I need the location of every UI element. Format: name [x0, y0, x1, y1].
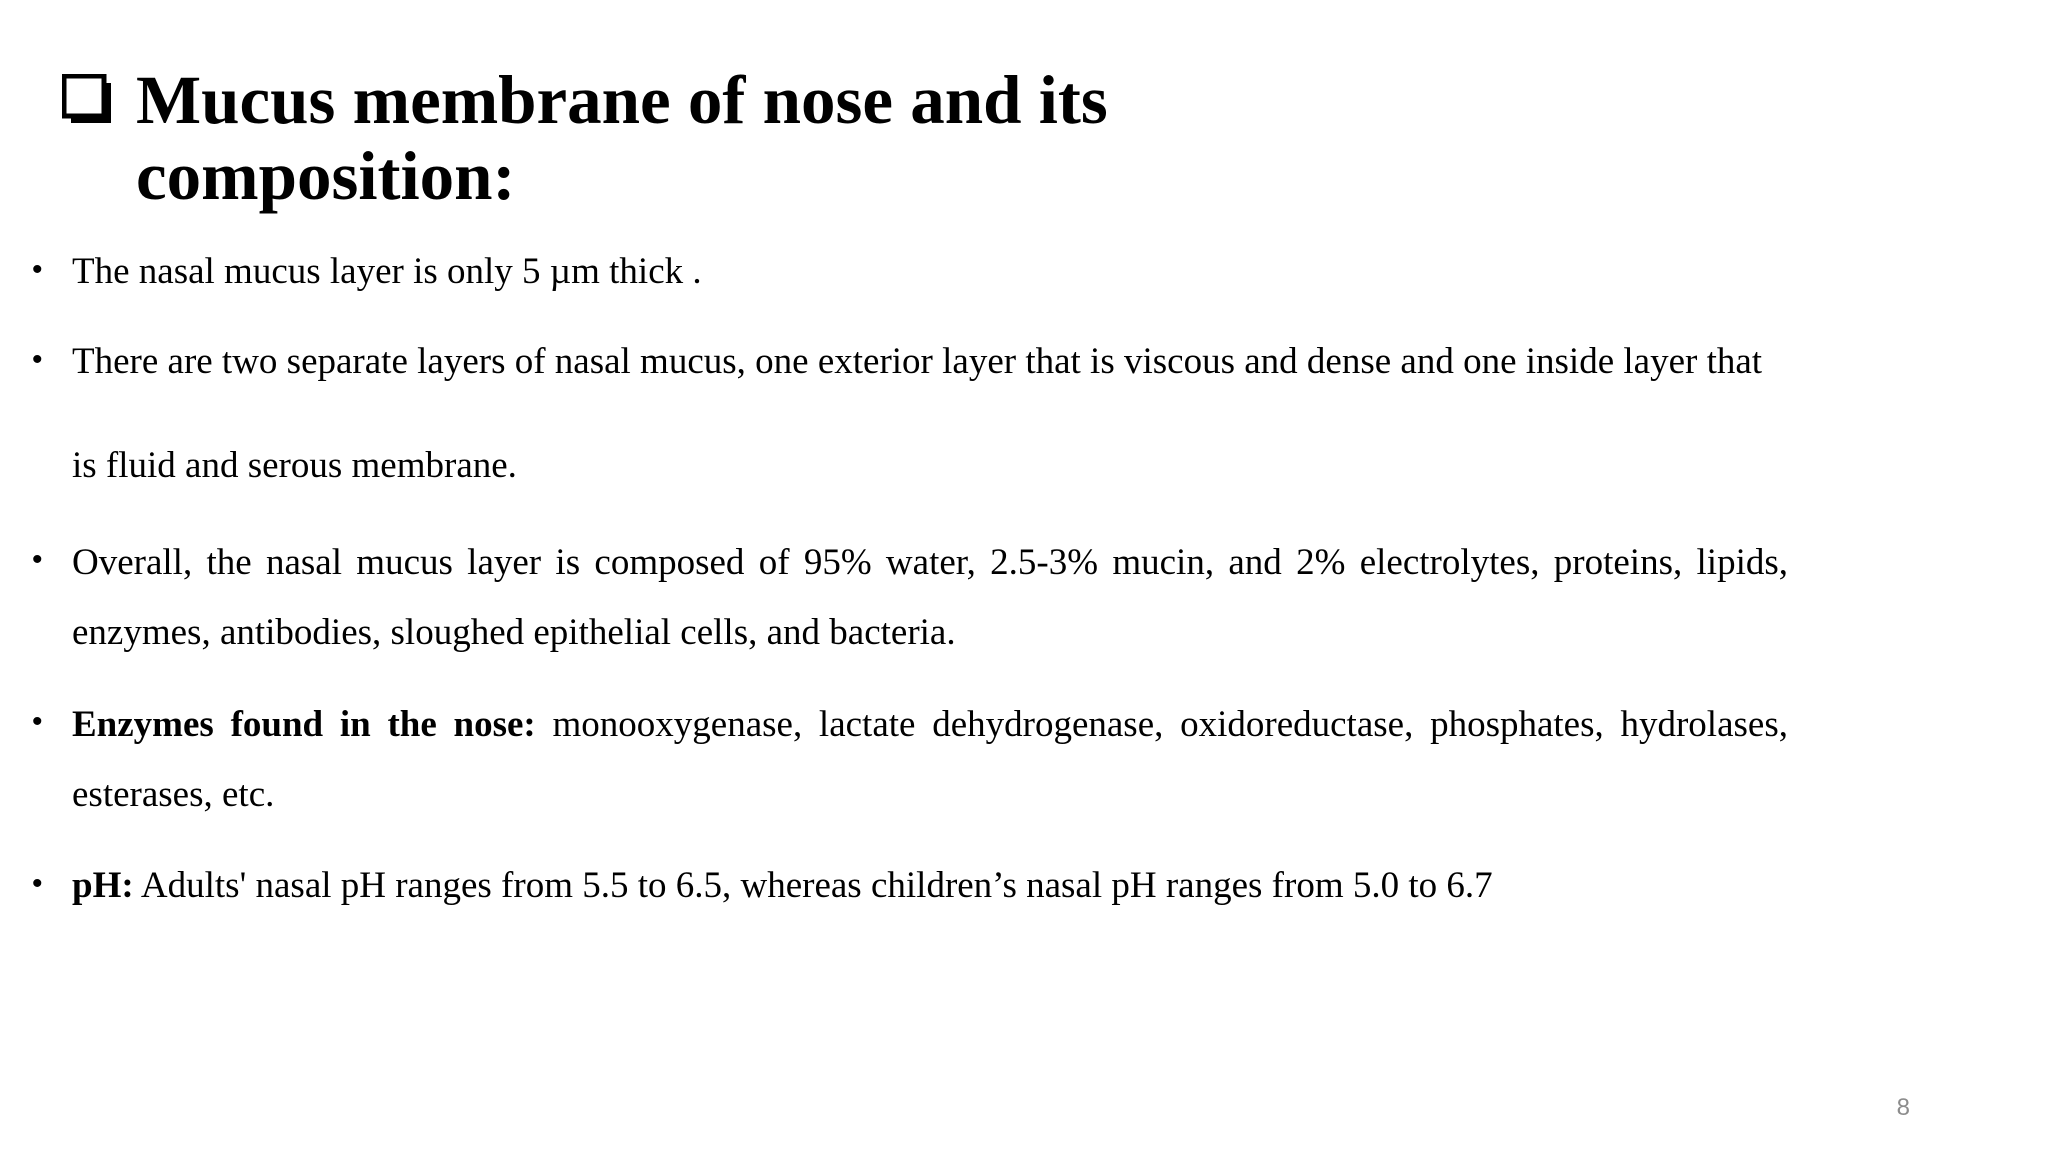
bullet-dot-icon: •: [32, 253, 43, 286]
bullet-bold-lead: Enzymes found in the nose:: [72, 704, 536, 745]
bullet-dot-icon: •: [32, 705, 43, 738]
page-number: 8: [1896, 1094, 1910, 1121]
bullet-text: There are two separate layers of nasal mucus, one exterior layer that is viscous and dense and one inside layer that is fluid and serous membrane.: [72, 341, 1763, 486]
bullet-dot-icon: •: [32, 867, 43, 900]
bullet-text: Overall, the nasal mucus layer is composed of 95% water, 2.5-3% mucin, and 2% electrolytes, proteins, lipids, enzymes, antibodies, sloughed epithelial cells, and bacteria.: [72, 542, 1788, 653]
bullet-bold-lead: pH:: [72, 865, 134, 906]
slide-title: Mucus membrane of nose and its composition:: [136, 62, 1108, 214]
bullet-text: [72, 864, 1788, 908]
square-bullet-icon: [62, 74, 114, 126]
bullet-text: [72, 690, 1788, 830]
bullet-dot-icon: •: [32, 343, 43, 376]
bullet-body: Adults' nasal pH ranges from 5.5 to 6.5, whereas children’s nasal pH ranges from 5.0 to 6.7: [133, 865, 1493, 906]
bullet-body: monooxygenase, lactate dehydrogenase, oxidoreductase, phosphates, hydrolases, esterases, etc.: [72, 704, 1788, 815]
bullet-dot-icon: •: [32, 543, 43, 576]
bullet-text: The nasal mucus layer is only 5 µm thick .: [72, 251, 702, 292]
